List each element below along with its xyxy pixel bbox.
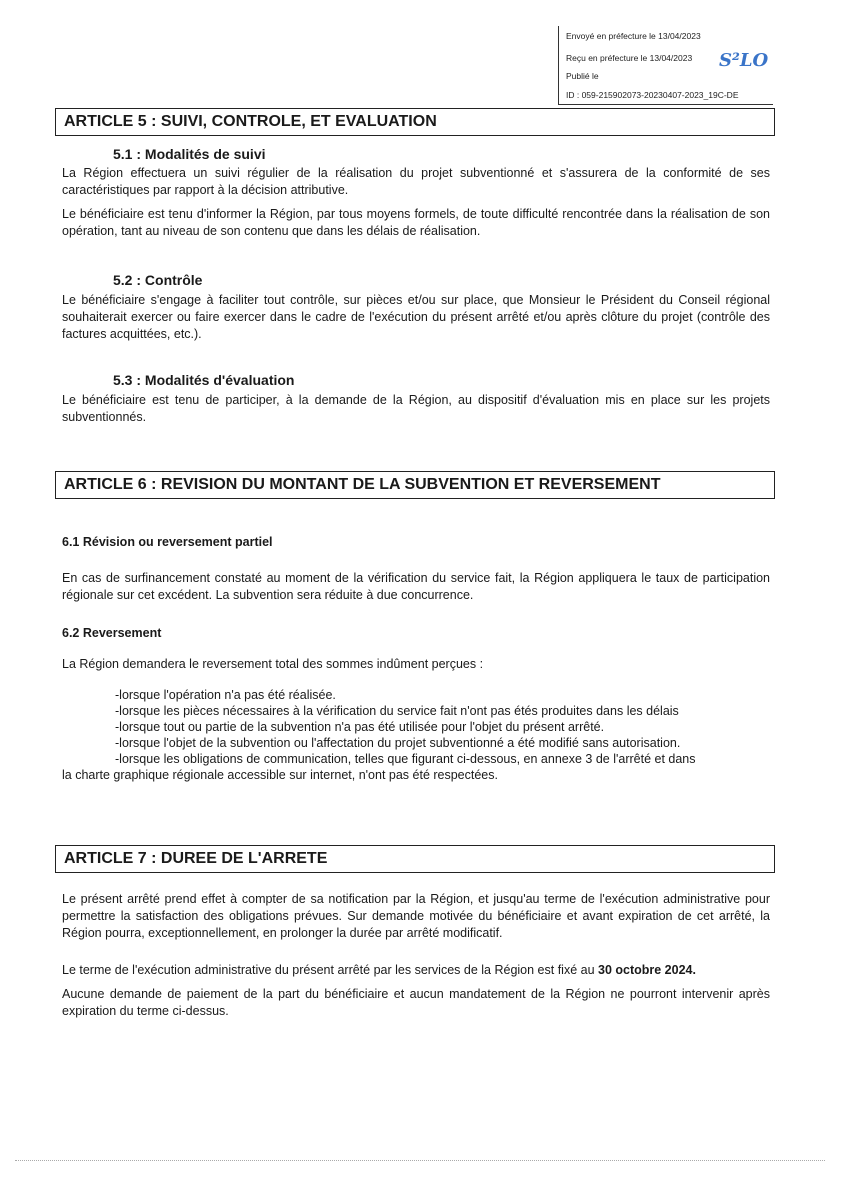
- article-7-paragraph-1: Le présent arrêté prend effet à compter de sa notification par la Région, et jusqu'au terme de l'exécution administrative pour permettre la satisfaction des obligations prévues. Sur demande motivée du bénéficiaire et avant expiration de cet arrêté, la Région pourra, exceptionnellement, en prolonger la durée par arrêté modificatif.: [62, 892, 770, 940]
- reversement-item-2: -lorsque les pièces nécessaires à la vérification du service fait n'ont pas étés produites dans les délais: [115, 704, 679, 718]
- section-5-1-paragraph-1: La Région effectuera un suivi régulier de la réalisation du projet subventionné et s'assurera de la conformité de ses caractéristiques par rapport à la décision attributive.: [62, 166, 770, 197]
- article-7-end-date: 30 octobre 2024.: [598, 963, 696, 977]
- section-6-1-paragraph: En cas de surfinancement constaté au moment de la vérification du service fait, la Région appliquera le taux de participation régionale sur cet excédent. La subvention sera réduite à due concurrence.: [62, 571, 770, 602]
- stamp-envoye: Envoyé en préfecture le 13/04/2023: [566, 31, 701, 41]
- section-5-1-title: 5.1 : Modalités de suivi: [113, 146, 266, 162]
- reversement-item-5: -lorsque les obligations de communication, telles que figurant ci-dessous, en annexe 3 de l'arrêté et dans: [115, 752, 696, 766]
- section-5-1-paragraph-2: Le bénéficiaire est tenu d'informer la Région, par tous moyens formels, de toute difficulté rencontrée dans la réalisation de son opération, tant au niveau de son contenu que dans les délais de réalisation.: [62, 207, 770, 238]
- prefecture-stamp: [558, 26, 773, 105]
- stamp-recu: Reçu en préfecture le 13/04/2023: [566, 53, 693, 63]
- section-5-2-title: 5.2 : Contrôle: [113, 272, 203, 288]
- article-7-paragraph-2-text: Le terme de l'exécution administrative du présent arrêté par les services de la Région est fixé au: [62, 963, 598, 977]
- article-6-title: ARTICLE 6 : REVISION DU MONTANT DE LA SUBVENTION ET REVERSEMENT: [55, 471, 775, 499]
- section-6-2-title: 6.2 Reversement: [62, 626, 162, 640]
- section-5-3-paragraph: Le bénéficiaire est tenu de participer, à la demande de la Région, au dispositif d'évaluation mis en place sur les projets subventionnés.: [62, 393, 770, 424]
- section-5-3-title: 5.3 : Modalités d'évaluation: [113, 372, 295, 388]
- s2lo-logo: S²LO: [719, 50, 769, 71]
- reversement-item-3: -lorsque tout ou partie de la subvention n'a pas été utilisée pour l'objet du présent arrêté.: [115, 720, 605, 734]
- section-6-1-title: 6.1 Révision ou reversement partiel: [62, 535, 273, 549]
- stamp-id: ID : 059-215902073-20230407-2023_19C-DE: [566, 90, 739, 100]
- section-6-2-intro: La Région demandera le reversement total des sommes indûment perçues :: [62, 657, 484, 671]
- reversement-item-4: -lorsque l'objet de la subvention ou l'affectation du projet subventionné a été modifié sans autorisation.: [115, 736, 681, 750]
- scan-noise-line: [15, 1160, 825, 1162]
- article-5-title: ARTICLE 5 : SUIVI, CONTROLE, ET EVALUATION: [55, 108, 775, 136]
- reversement-item-5-continuation: la charte graphique régionale accessible sur internet, n'ont pas été respectées.: [62, 768, 498, 782]
- article-7-paragraph-2: [62, 962, 770, 979]
- stamp-publie: Publié le: [566, 71, 599, 81]
- article-7-title: ARTICLE 7 : DUREE DE L'ARRETE: [55, 845, 775, 873]
- article-7-paragraph-3: Aucune demande de paiement de la part du bénéficiaire et aucun mandatement de la Région ne pourront intervenir après expiration du terme ci-dessus.: [62, 987, 770, 1018]
- reversement-item-1: -lorsque l'opération n'a pas été réalisée.: [115, 688, 336, 702]
- section-5-2-paragraph: Le bénéficiaire s'engage à faciliter tout contrôle, sur pièces et/ou sur place, que Monsieur le Président du Conseil régional souhaiterait exercer ou faire exercer dans le cadre de l'exécution du présent arrêté et/ou après clôture du projet (contrôle des factures acquittées, etc.).: [62, 293, 770, 341]
